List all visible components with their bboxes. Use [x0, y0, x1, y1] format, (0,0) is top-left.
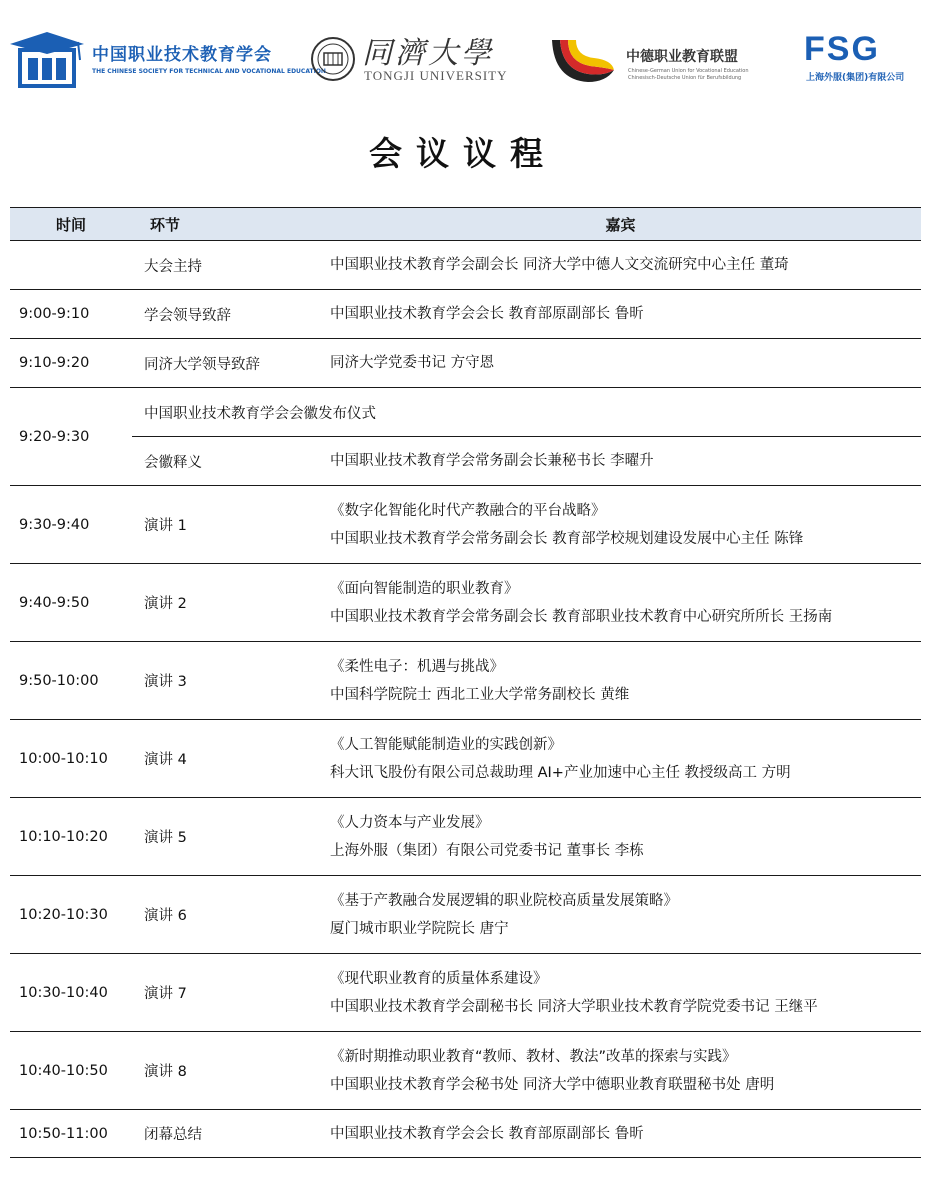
cste-emblem-icon — [8, 30, 86, 90]
table-row — [10, 876, 921, 954]
row-guest — [320, 1032, 921, 1110]
row-session: 会徽释义 — [132, 437, 320, 486]
header-session: 环节 — [132, 208, 320, 241]
speech-topic: 《现代职业教育的质量体系建设》 — [330, 970, 548, 987]
cdu-name-cn: 中德职业教育联盟 — [626, 49, 738, 65]
row-time: 9:00-9:10 — [10, 290, 132, 339]
row-session: 演讲 8 — [132, 1032, 320, 1110]
header-time: 时间 — [10, 208, 132, 241]
fsg-wordmark: FSG — [804, 30, 880, 68]
row-guest — [320, 564, 921, 642]
row-time: 9:10-9:20 — [10, 339, 132, 388]
speech-speaker: 中国职业技术教育学会副秘书长 同济大学职业技术教育学院党委书记 王继平 — [330, 998, 818, 1015]
row-session: 演讲 7 — [132, 954, 320, 1032]
table-row — [10, 290, 921, 339]
row-time: 10:00-10:10 — [10, 720, 132, 798]
row-guest: 中国职业技术教育学会会长 教育部原副部长 鲁昕 — [320, 1110, 921, 1158]
row-session: 演讲 3 — [132, 642, 320, 720]
row-guest — [320, 720, 921, 798]
speech-speaker: 上海外服（集团）有限公司党委书记 董事长 李栋 — [330, 842, 644, 859]
speech-speaker: 厦门城市职业学院院长 唐宁 — [330, 920, 509, 937]
row-time: 10:30-10:40 — [10, 954, 132, 1032]
tongji-logo — [310, 30, 520, 90]
row-time: 10:10-10:20 — [10, 798, 132, 876]
row-guest — [320, 954, 921, 1032]
speech-topic: 《人力资本与产业发展》 — [330, 814, 490, 831]
table-row — [10, 1110, 921, 1158]
fsg-logo — [800, 30, 916, 90]
table-row — [10, 720, 921, 798]
agenda-table — [10, 207, 921, 1158]
table-row — [10, 388, 921, 437]
row-guest: 中国职业技术教育学会会长 教育部原副部长 鲁昕 — [320, 290, 921, 339]
speech-speaker: 中国职业技术教育学会秘书处 同济大学中德职业教育联盟秘书处 唐明 — [330, 1076, 775, 1093]
page-title: 会议议程 — [369, 134, 557, 173]
speech-topic: 《人工智能赋能制造业的实践创新》 — [330, 736, 562, 753]
row-session: 闭幕总结 — [132, 1110, 320, 1158]
table-row — [10, 564, 921, 642]
table-header-row — [10, 208, 921, 241]
cdu-name-de: Chinesisch-Deutsche Union für Berufsbildung — [628, 75, 742, 81]
fsg-name-cn: 上海外服(集团)有限公司 — [806, 73, 905, 83]
row-guest — [320, 642, 921, 720]
tongji-name-cn: 同濟大學 — [362, 36, 494, 71]
header-guest: 嘉宾 — [320, 208, 921, 241]
table-row — [10, 241, 921, 290]
row-ceremony: 中国职业技术教育学会会徽发布仪式 — [132, 388, 921, 437]
cste-name-cn: 中国职业技术教育学会 — [92, 45, 272, 65]
speech-speaker: 中国科学院院士 西北工业大学常务副校长 黄维 — [330, 686, 630, 703]
row-session: 演讲 4 — [132, 720, 320, 798]
table-row — [10, 437, 921, 486]
row-time — [10, 241, 132, 290]
row-time: 10:40-10:50 — [10, 1032, 132, 1110]
table-row — [10, 798, 921, 876]
tongji-seal-icon — [310, 36, 356, 82]
cste-logo — [8, 30, 326, 90]
cdu-name-en: Chinese-German Union for Vocational Education — [628, 68, 749, 74]
table-row — [10, 486, 921, 564]
row-session: 演讲 6 — [132, 876, 320, 954]
tongji-name-en: TONGJI UNIVERSITY — [364, 68, 508, 83]
row-session: 演讲 2 — [132, 564, 320, 642]
row-session: 大会主持 — [132, 241, 320, 290]
table-row — [10, 954, 921, 1032]
speech-speaker: 中国职业技术教育学会常务副会长 教育部学校规划建设发展中心主任 陈锋 — [330, 530, 804, 547]
row-time: 9:20-9:30 — [10, 388, 132, 486]
row-time: 9:50-10:00 — [10, 642, 132, 720]
cste-name-en: THE CHINESE SOCIETY FOR TECHNICAL AND VOCATIONAL EDUCATION — [92, 68, 326, 75]
cdu-logo — [548, 34, 768, 90]
speech-topic: 《新时期推动职业教育“教师、教材、教法”改革的探索与实践》 — [330, 1048, 737, 1065]
row-guest: 同济大学党委书记 方守恩 — [320, 339, 921, 388]
table-row — [10, 642, 921, 720]
speech-topic: 《数字化智能化时代产教融合的平台战略》 — [330, 502, 606, 519]
logo-bar — [0, 0, 926, 110]
speech-topic: 《面向智能制造的职业教育》 — [330, 580, 519, 597]
row-session: 演讲 5 — [132, 798, 320, 876]
row-session: 同济大学领导致辞 — [132, 339, 320, 388]
table-row — [10, 1032, 921, 1110]
speech-topic: 《基于产教融合发展逻辑的职业院校高质量发展策略》 — [330, 892, 678, 909]
row-guest — [320, 876, 921, 954]
row-guest: 中国职业技术教育学会常务副会长兼秘书长 李曜升 — [320, 437, 921, 486]
table-row — [10, 339, 921, 388]
row-time: 9:40-9:50 — [10, 564, 132, 642]
row-time: 9:30-9:40 — [10, 486, 132, 564]
row-guest: 中国职业技术教育学会副会长 同济大学中德人文交流研究中心主任 董琦 — [320, 241, 921, 290]
row-session: 演讲 1 — [132, 486, 320, 564]
row-guest — [320, 486, 921, 564]
cdu-swoosh-icon — [548, 34, 618, 90]
row-guest — [320, 798, 921, 876]
row-time: 10:20-10:30 — [10, 876, 132, 954]
speech-speaker: 中国职业技术教育学会常务副会长 教育部职业技术教育中心研究所所长 王扬南 — [330, 608, 833, 625]
speech-topic: 《柔性电子：机遇与挑战》 — [330, 658, 504, 675]
speech-speaker: 科大讯飞股份有限公司总裁助理 AI+产业加速中心主任 教授级高工 方明 — [330, 764, 791, 781]
row-time: 10:50-11:00 — [10, 1110, 132, 1158]
row-session: 学会领导致辞 — [132, 290, 320, 339]
